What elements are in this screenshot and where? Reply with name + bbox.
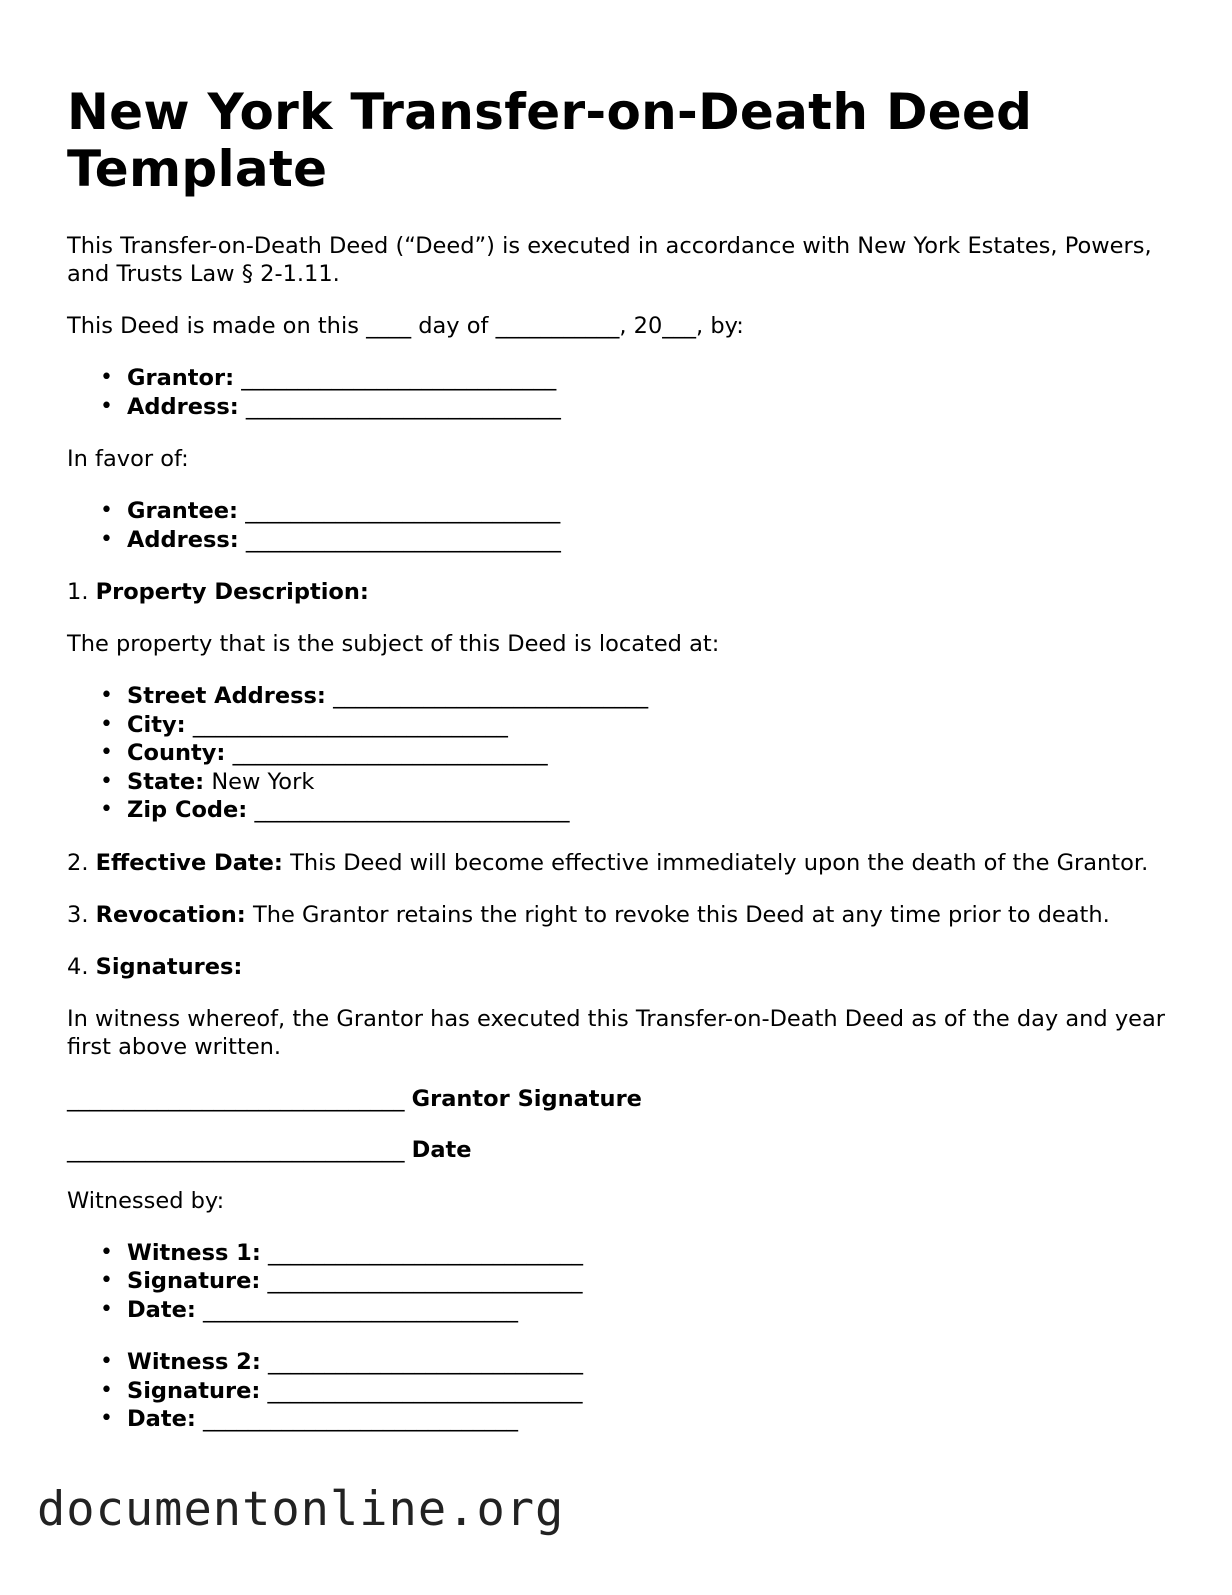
field-blank: ____________________________ <box>203 1406 519 1432</box>
section-number: 4. <box>67 953 89 980</box>
grantor-date-line <box>67 1136 1167 1164</box>
date-label: Date <box>411 1136 472 1163</box>
field-label: Signature: <box>127 1377 261 1404</box>
field-blank: ____________________________ <box>232 740 548 766</box>
made-on-paragraph: This Deed is made on this ____ day of ___________, 20___, by: <box>67 313 744 339</box>
watermark-text: documentonline.org <box>37 1482 565 1537</box>
list-item-city <box>127 711 1167 740</box>
field-label: State: <box>127 768 205 795</box>
field-label: Grantor: <box>127 365 235 391</box>
field-blank: ____________________________ <box>245 393 561 420</box>
field-blank: ____________________________ <box>245 526 561 553</box>
witness-1-list <box>67 1239 1167 1325</box>
document-title: New York Transfer-on-Death Deed Template <box>67 83 1033 198</box>
section-number: 2. <box>67 849 89 876</box>
field-label: Zip Code: <box>127 797 248 823</box>
list-item-grantee-address <box>127 526 1167 555</box>
field-blank: ____________________________ <box>268 1239 583 1266</box>
list-item-witness-1-signature <box>127 1267 1167 1296</box>
section-number: 3. <box>67 901 89 928</box>
section-3-paragraph <box>67 901 1167 929</box>
list-item-grantor-address <box>127 393 1167 422</box>
section-title: Effective Date: <box>95 849 283 876</box>
field-blank: ____________________________ <box>203 1296 519 1323</box>
field-value: New York <box>211 768 315 795</box>
property-intro-paragraph: The property that is the subject of this Deed is located at: <box>67 631 720 657</box>
section-title: Revocation: <box>95 901 246 928</box>
field-blank: ____________________________ <box>267 1268 583 1294</box>
field-label: Signature: <box>127 1268 261 1294</box>
witness-2-list <box>67 1348 1167 1434</box>
field-label: County: <box>127 740 226 766</box>
section-2-paragraph <box>67 849 1167 877</box>
list-item-witness-1 <box>127 1239 1167 1268</box>
section-text: The Grantor retains the right to revoke this Deed at any time prior to death. <box>252 901 1110 928</box>
list-item-state <box>127 768 1167 797</box>
list-item-county <box>127 739 1167 768</box>
field-label: Date: <box>127 1296 196 1323</box>
field-label: Address: <box>127 393 239 420</box>
section-title: Signatures: <box>95 953 243 980</box>
field-label: Witness 2: <box>127 1349 261 1375</box>
section-1-heading <box>67 578 1167 606</box>
section-number: 1. <box>67 579 89 605</box>
list-item-grantor <box>127 364 1167 393</box>
field-label: Witness 1: <box>127 1239 261 1266</box>
grantor-list <box>67 364 1167 421</box>
field-blank: ____________________________ <box>267 1377 583 1404</box>
field-blank: ____________________________ <box>192 711 508 738</box>
section-4-heading <box>67 953 1167 981</box>
in-favor-of-label: In favor of: <box>67 446 189 472</box>
property-list <box>67 682 1167 825</box>
field-label: Grantee: <box>127 498 239 524</box>
field-label: Date: <box>127 1406 196 1432</box>
list-item-grantee <box>127 497 1167 526</box>
section-title: Property Description: <box>95 579 369 605</box>
field-label: Street Address: <box>127 683 326 709</box>
intro-paragraph: This Transfer-on-Death Deed (“Deed”) is executed in accordance with New York Estates, Powers, and Trusts Law § 2-1.11. <box>67 233 1152 287</box>
witnessed-by-label: Witnessed by: <box>67 1187 225 1214</box>
list-item-witness-2-date <box>127 1405 1167 1434</box>
list-item-street-address <box>127 682 1167 711</box>
document-page <box>67 84 1167 1458</box>
list-item-witness-1-date <box>127 1296 1167 1325</box>
list-item-witness-2 <box>127 1348 1167 1377</box>
field-blank: ____________________________ <box>241 365 557 391</box>
signature-label: Grantor Signature <box>411 1085 642 1112</box>
field-blank: ____________________________ <box>268 1349 583 1375</box>
field-blank: ____________________________ <box>245 498 561 524</box>
field-blank: ____________________________ <box>333 683 649 709</box>
field-blank: ____________________________ <box>254 797 570 823</box>
field-label: Address: <box>127 526 239 553</box>
date-blank: ______________________________ <box>67 1136 405 1163</box>
list-item-witness-2-signature <box>127 1377 1167 1406</box>
witness-statement-paragraph: In witness whereof, the Grantor has executed this Transfer-on-Death Deed as of the day and year first above written. <box>67 1005 1166 1060</box>
section-text: This Deed will become effective immediately upon the death of the Grantor. <box>290 849 1149 876</box>
list-item-zip-code <box>127 796 1167 825</box>
grantee-list <box>67 497 1167 554</box>
field-label: City: <box>127 711 186 738</box>
signature-blank: ______________________________ <box>67 1085 405 1112</box>
grantor-signature-line <box>67 1085 1167 1113</box>
